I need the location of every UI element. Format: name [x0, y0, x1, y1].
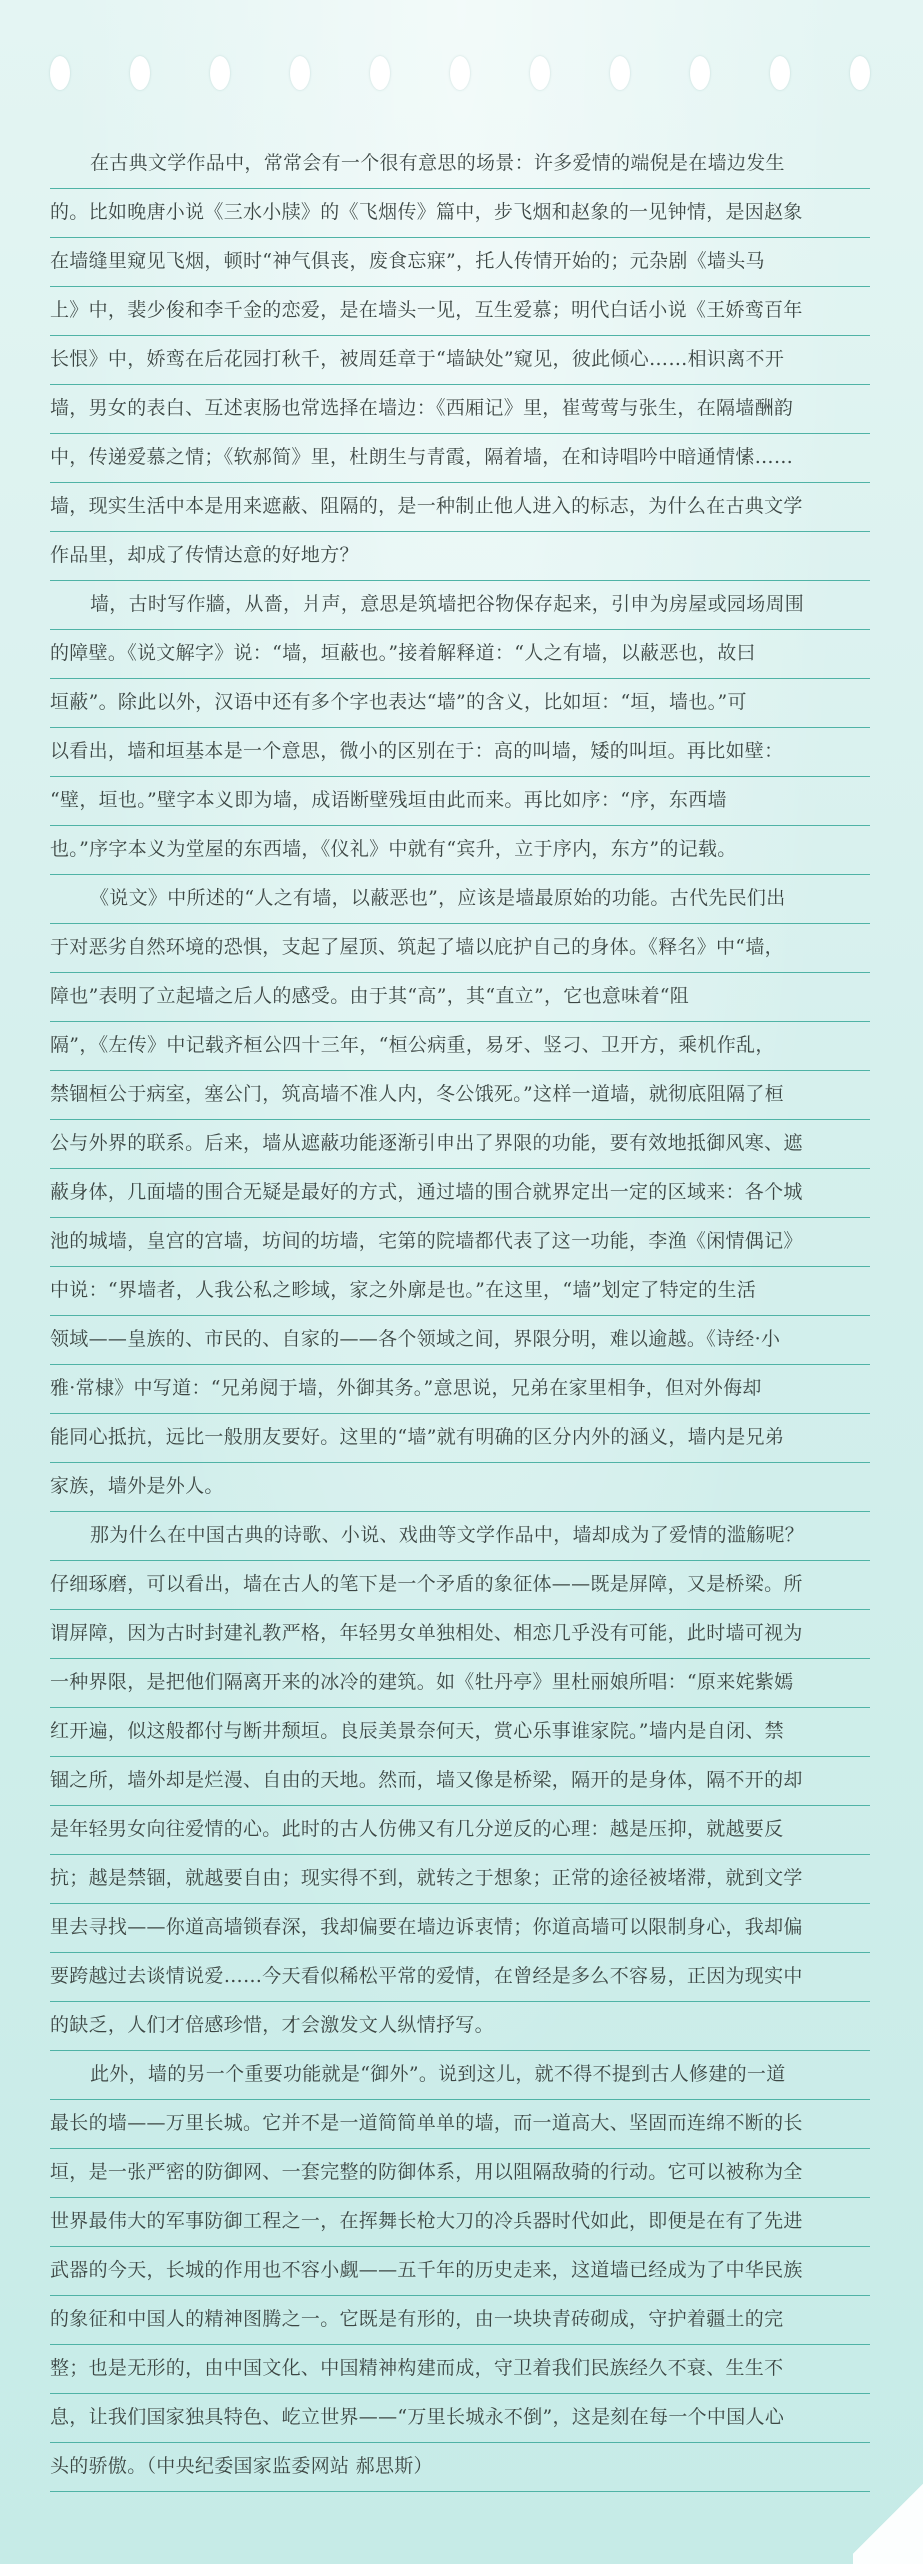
paragraph-line: 能同心抵抗，远比一般朋友要好。这里的“墙”就有明确的区分内外的涵义，墙内是兄弟 [50, 1414, 870, 1463]
paragraph-line: 以看出，墙和垣基本是一个意思，微小的区别在于：高的叫墙，矮的叫垣。再比如壁： [50, 728, 870, 777]
paragraph-line: 中说：“界墙者，人我公私之畛域，家之外廓是也。”在这里，“墙”划定了特定的生活 [50, 1267, 870, 1316]
paragraph-line: 垣，是一张严密的防御网、一套完整的防御体系，用以阻隔敌骑的行动。它可以被称为全 [50, 2149, 870, 2198]
paragraph-line: 的障壁。《说文解字》说：“墙，垣蔽也。”接着解释道：“人之有墙，以蔽恶也，故曰 [50, 630, 870, 679]
paragraph-first-line: 此外，墙的另一个重要功能就是“御外”。说到这儿，就不得不提到古人修建的一道 [50, 2051, 870, 2100]
paragraph-line: 锢之所，墙外却是烂漫、自由的天地。然而，墙又像是桥梁，隔开的是身体，隔不开的却 [50, 1757, 870, 1806]
paragraph-line: 池的城墙，皇宫的宫墙，坊间的坊墙，宅第的院墙都代表了这一功能，李渔《闲情偶记》 [50, 1218, 870, 1267]
binding-hole [50, 56, 70, 90]
binding-hole [690, 56, 710, 90]
binding-hole [530, 56, 550, 90]
paragraph-line: 墙，男女的表白、互述衷肠也常选择在墙边：《西厢记》里，崔莺莺与张生，在隔墙酬韵 [50, 385, 870, 434]
paragraph-line: 一种界限，是把他们隔离开来的冰冷的建筑。如《牡丹亭》里杜丽娘所唱：“原来姹紫嫣 [50, 1659, 870, 1708]
binding-hole [770, 56, 790, 90]
paragraph-line: 的缺乏，人们才倍感珍惜，才会激发文人纵情抒写。 [50, 2002, 870, 2051]
paragraph-line: 公与外界的联系。后来，墙从遮蔽功能逐渐引申出了界限的功能，要有效地抵御风寒、遮 [50, 1120, 870, 1169]
page-curl [853, 2474, 923, 2564]
paragraph-line: 在墙缝里窥见飞烟，顿时“神气俱丧，废食忘寐”，托人传情开始的；元杂剧《墙头马 [50, 238, 870, 287]
paragraph-line: 谓屏障，因为古时封建礼教严格，年轻男女单独相处、相恋几乎没有可能，此时墙可视为 [50, 1610, 870, 1659]
paragraph-line: 长恨》中，娇鸾在后花园打秋千，被周廷章于“墙缺处”窥见，彼此倾心……相识离不开 [50, 336, 870, 385]
paragraph-line: 抗；越是禁锢，就越要自由；现实得不到，就转之于想象；正常的途径被堵滞，就到文学 [50, 1855, 870, 1904]
paragraph-line: “壁，垣也。”壁字本义即为墙，成语断壁残垣由此而来。再比如序：“序，东西墙 [50, 777, 870, 826]
paragraph-first-line: 在古典文学作品中，常常会有一个很有意思的场景：许多爱情的端倪是在墙边发生 [50, 140, 870, 189]
paragraph-line: 上》中，裴少俊和李千金的恋爱，是在墙头一见，互生爱慕；明代白话小说《王娇鸾百年 [50, 287, 870, 336]
paragraph-line: 的象征和中国人的精神图腾之一。它既是有形的，由一块块青砖砌成，守护着疆土的完 [50, 2296, 870, 2345]
binding-hole [290, 56, 310, 90]
paragraph-line: 障也”表明了立起墙之后人的感受。由于其“高”，其“直立”，它也意味着“阻 [50, 973, 870, 1022]
paragraph-line: 最长的墙——万里长城。它并不是一道简简单单的墙，而一道高大、坚固而连绵不断的长 [50, 2100, 870, 2149]
binding-holes [50, 56, 880, 92]
paragraph-line: 世界最伟大的军事防御工程之一，在挥舞长枪大刀的冷兵器时代如此，即便是在有了先进 [50, 2198, 870, 2247]
binding-hole [130, 56, 150, 90]
paragraph-line: 里去寻找——你道高墙锁春深，我却偏要在墙边诉衷情；你道高墙可以限制身心，我却偏 [50, 1904, 870, 1953]
paragraph-line: 雅·常棣》中写道：“兄弟阋于墙，外御其务。”意思说，兄弟在家里相争，但对外侮却 [50, 1365, 870, 1414]
paragraph-line: 整；也是无形的，由中国文化、中国精神构建而成，守卫着我们民族经久不衰、生生不 [50, 2345, 870, 2394]
paragraph-line: 的。比如晚唐小说《三水小牍》的《飞烟传》篇中，步飞烟和赵象的一见钟情，是因赵象 [50, 189, 870, 238]
binding-hole [850, 56, 870, 90]
binding-hole [210, 56, 230, 90]
paragraph-line: 家族，墙外是外人。 [50, 1463, 870, 1512]
paragraph-first-line: 那为什么在中国古典的诗歌、小说、戏曲等文学作品中，墙却成为了爱情的滥觞呢？ [50, 1512, 870, 1561]
paragraph-line: 蔽身体，几面墙的围合无疑是最好的方式，通过墙的围合就界定出一定的区域来：各个城 [50, 1169, 870, 1218]
paragraph-line: 垣蔽”。除此以外，汉语中还有多个字也表达“墙”的含义，比如垣：“垣，墙也。”可 [50, 679, 870, 728]
paragraph-line: 墙，现实生活中本是用来遮蔽、阻隔的，是一种制止他人进入的标志，为什么在古典文学 [50, 483, 870, 532]
paragraph-line: 作品里，却成了传情达意的好地方？ [50, 532, 870, 581]
paragraph-line: 红开遍，似这般都付与断井颓垣。良辰美景奈何天，赏心乐事谁家院。”墙内是自闭、禁 [50, 1708, 870, 1757]
paragraph-line: 头的骄傲。（中央纪委国家监委网站 郝思斯） [50, 2443, 870, 2492]
paragraph-first-line: 墙，古时写作牆，从嗇，爿声，意思是筑墙把谷物保存起来，引申为房屋或园场周围 [50, 581, 870, 630]
paragraph-line: 于对恶劣自然环境的恐惧，支起了屋顶、筑起了墙以庇护自己的身体。《释名》中“墙， [50, 924, 870, 973]
paragraph-line: 武器的今天，长城的作用也不容小觑——五千年的历史走来，这道墙已经成为了中华民族 [50, 2247, 870, 2296]
paragraph-line: 仔细琢磨，可以看出，墙在古人的笔下是一个矛盾的象征体——既是屏障，又是桥梁。所 [50, 1561, 870, 1610]
paragraph-line: 领域——皇族的、市民的、自家的——各个领域之间，界限分明，难以逾越。《诗经·小 [50, 1316, 870, 1365]
paragraph-line: 隔”，《左传》中记载齐桓公四十三年，“桓公病重，易牙、竖刁、卫开方，乘机作乱， [50, 1022, 870, 1071]
paragraph-line: 也。”序字本义为堂屋的东西墙，《仪礼》中就有“宾升，立于序内，东方”的记载。 [50, 826, 870, 875]
article-body [50, 140, 870, 2492]
paragraph-line: 是年轻男女向往爱情的心。此时的古人仿佛又有几分逆反的心理：越是压抑，就越要反 [50, 1806, 870, 1855]
paragraph-line: 要跨越过去谈情说爱……今天看似稀松平常的爱情，在曾经是多么不容易，正因为现实中 [50, 1953, 870, 2002]
binding-hole [610, 56, 630, 90]
paragraph-line: 中，传递爱慕之情；《软郝简》里，杜朗生与青霞，隔着墙，在和诗唱吟中暗通情愫…… [50, 434, 870, 483]
binding-hole [450, 56, 470, 90]
paragraph-first-line: 《说文》中所述的“人之有墙，以蔽恶也”，应该是墙最原始的功能。古代先民们出 [50, 875, 870, 924]
paragraph-line: 禁锢桓公于病室，塞公门，筑高墙不准人内，冬公饿死。”这样一道墙，就彻底阻隔了桓 [50, 1071, 870, 1120]
binding-hole [370, 56, 390, 90]
paragraph-line: 息，让我们国家独具特色、屹立世界——“万里长城永不倒”，这是刻在每一个中国人心 [50, 2394, 870, 2443]
